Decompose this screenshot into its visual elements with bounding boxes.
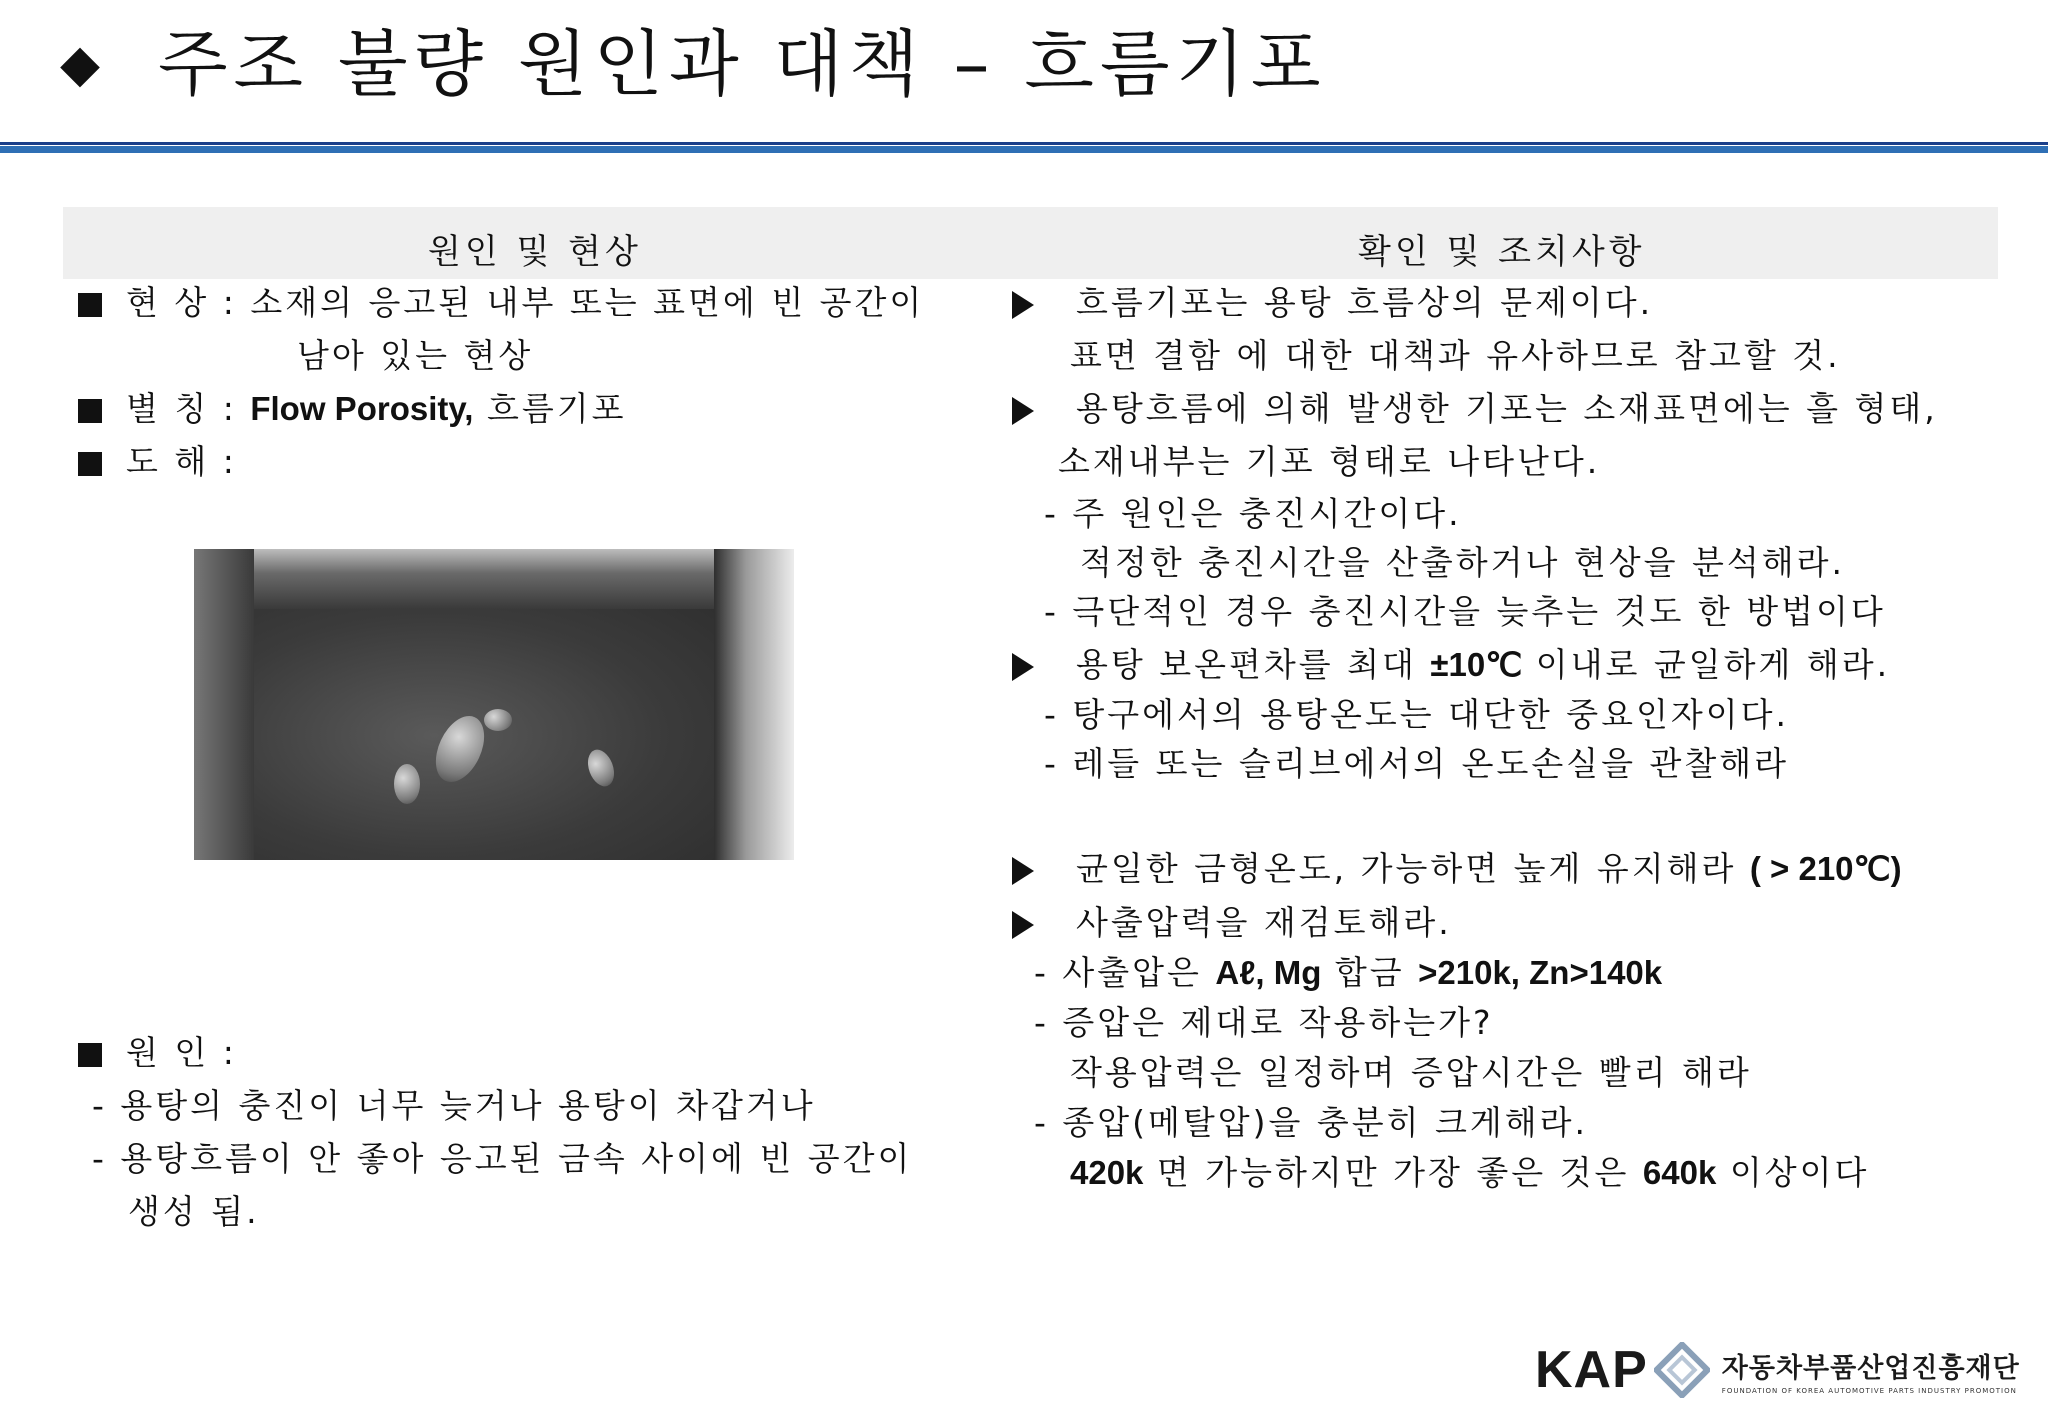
square-bullet-icon (78, 293, 102, 317)
action-1-cont: 표면 결함 에 대한 대책과 유사하므로 참고할 것. (1070, 336, 1841, 375)
action-2-cont: 소재내부는 기포 형태로 나타난다. (1058, 442, 1601, 481)
cause-item-1: - 용탕의 충진이 너무 늦거나 용탕이 차갑거나 (92, 1086, 816, 1125)
logo-name-en: FOUNDATION OF KOREA AUTOMOTIVE PARTS INDUSTRY PROMOTION (1721, 1386, 2017, 1395)
action-5: 사출압력을 재검토해라. (1012, 903, 1452, 943)
triangle-bullet-icon (1012, 291, 1034, 319)
title-divider-accent (0, 146, 2048, 153)
phenomenon-text-cont: 남아 있는 현상 (297, 336, 534, 375)
alias-row (78, 389, 626, 429)
phenomenon-row (78, 283, 924, 323)
phenomenon-text: 소재의 응고된 내부 또는 표면에 빈 공간이 (250, 283, 925, 322)
porosity-spot (394, 764, 420, 804)
logo-name-ko: 자동차부품산업진흥재단 (1721, 1352, 2020, 1384)
cause-item-2-cont: 생성 됨. (128, 1192, 260, 1231)
porosity-spot (484, 709, 512, 731)
phenomenon-label: 현 상 : (126, 283, 237, 322)
action-2-sub-1: - 주 원인은 충진시간이다. (1044, 494, 1462, 533)
action-2-sub-1-cont: 적정한 충진시간을 산출하거나 현상을 분석해라. (1080, 543, 1846, 582)
header-action: 확인 및 조치사항 (1358, 232, 1646, 272)
square-bullet-icon (78, 452, 102, 476)
triangle-bullet-icon (1012, 911, 1034, 939)
porosity-spot (583, 746, 619, 790)
action-5-sub-3-cont: 420k 면 가능하지만 가장 좋은 것은 640k 이상이다 (1070, 1153, 1870, 1192)
action-5-sub-3: - 종압(메탈압)을 충분히 크게해라. (1034, 1103, 1589, 1142)
action-2-sub-2: - 극단적인 경우 충진시간을 늦추는 것도 한 방법이다 (1044, 592, 1886, 631)
cause-item-2: - 용탕흐름이 안 좋아 응고된 금속 사이에 빈 공간이 (92, 1139, 913, 1178)
title-block (60, 22, 1327, 106)
diamond-icon: ◆ (60, 34, 100, 94)
diagram-row (78, 442, 237, 482)
action-1: 흐름기포는 용탕 흐름상의 문제이다. (1012, 283, 1653, 323)
action-5-sub-1: - 사출압은 Aℓ, Mg 합금 >210k, Zn>140k (1034, 953, 1663, 992)
page-title: 주조 불량 원인과 대책 – 흐름기포 (158, 22, 1327, 106)
square-bullet-icon (78, 399, 102, 423)
alias-label: 별 칭 : (126, 389, 237, 428)
flow-porosity-photo (194, 549, 794, 860)
kap-logo (1535, 1340, 2020, 1400)
triangle-bullet-icon (1012, 857, 1034, 885)
cause-label: 원 인 : (126, 1033, 237, 1072)
table-header-band (63, 207, 1998, 279)
alias-ko: 흐름기포 (486, 389, 627, 428)
cause-row (78, 1033, 237, 1073)
triangle-bullet-icon (1012, 653, 1034, 681)
alias-en: Flow Porosity, (250, 390, 474, 427)
logo-diamond-icon (1654, 1342, 1710, 1398)
diagram-label: 도 해 : (126, 442, 237, 481)
triangle-bullet-icon (1012, 397, 1034, 425)
action-3-sub-1: - 탕구에서의 용탕온도는 대단한 중요인자이다. (1044, 695, 1790, 734)
action-5-sub-2-cont: 작용압력은 일정하며 증압시간은 빨리 해라 (1070, 1053, 1752, 1092)
action-4: 균일한 금형온도, 가능하면 높게 유지해라 ( > 210℃) (1012, 849, 1902, 889)
action-2: 용탕흐름에 의해 발생한 기포는 소재표면에는 흘 형태, (1012, 389, 1938, 429)
square-bullet-icon (78, 1043, 102, 1067)
action-5-sub-2: - 증압은 제대로 작용하는가? (1034, 1003, 1494, 1042)
logo-wordmark: KAP (1535, 1341, 1648, 1399)
header-cause: 원인 및 현상 (428, 232, 642, 272)
title-divider (0, 142, 2048, 145)
action-3: 용탕 보온편차를 최대 ±10℃ 이내로 균일하게 해라. (1012, 645, 1890, 685)
action-3-sub-2: - 레들 또는 슬리브에서의 온도손실을 관찰해라 (1044, 744, 1790, 783)
